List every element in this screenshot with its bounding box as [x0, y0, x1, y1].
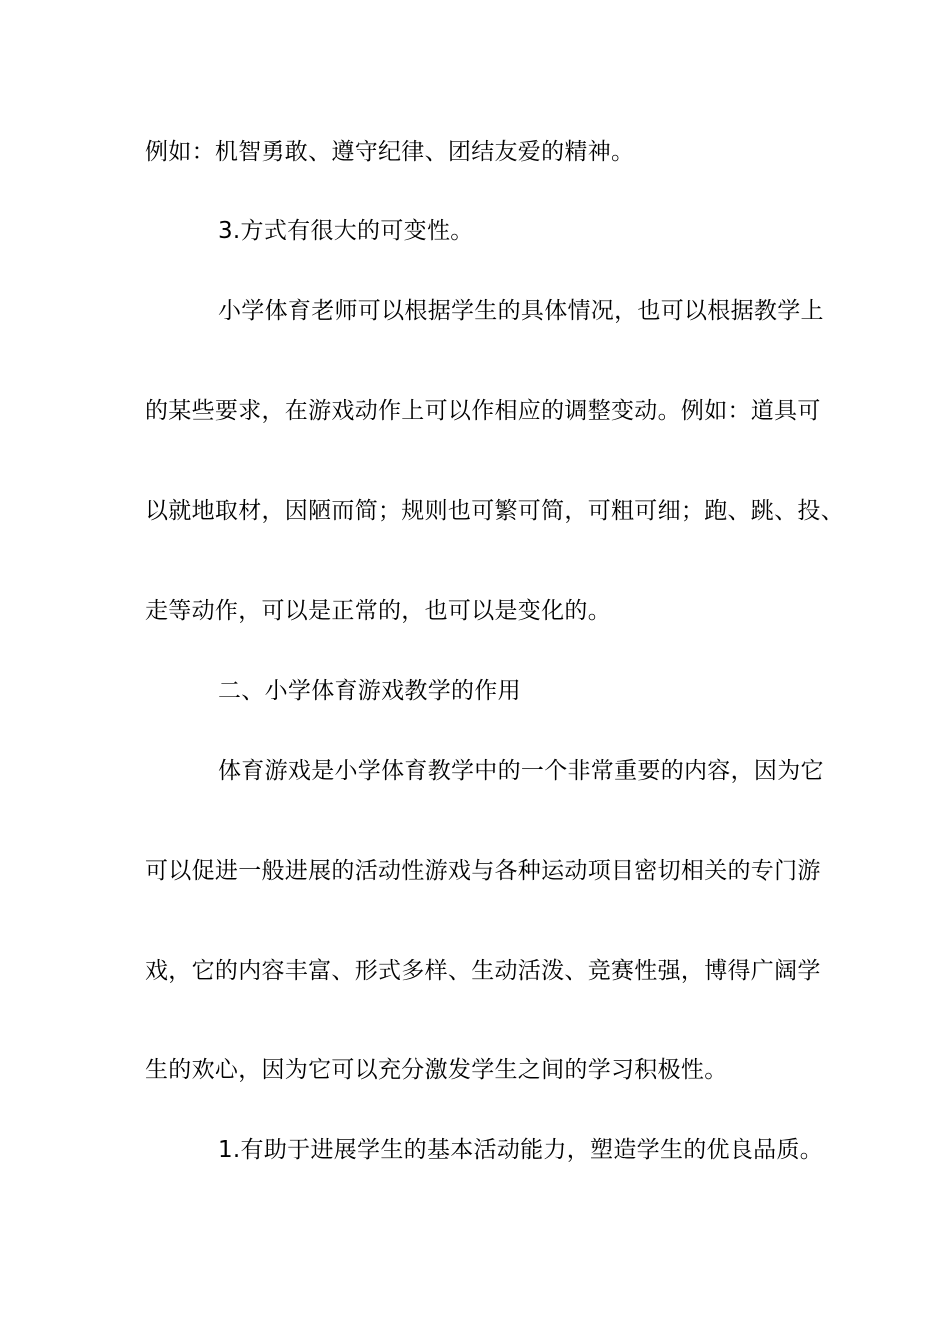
paragraph-line: 可以促进一般进展的活动性游戏与各种运动项目密切相关的专门游	[145, 858, 821, 884]
paragraph-line: 以就地取材，因陋而简；规则也可繁可简，可粗可细；跑、跳、投、	[145, 498, 844, 524]
paragraph-line: 体育游戏是小学体育教学中的一个非常重要的内容，因为它	[218, 758, 824, 784]
list-item-heading: 1.有助于进展学生的基本活动能力，塑造学生的优良品质。	[218, 1137, 824, 1163]
list-item-heading: 3.方式有很大的可变性。	[218, 218, 474, 244]
paragraph-line: 小学体育老师可以根据学生的具体情况，也可以根据教学上	[218, 298, 824, 324]
paragraph-line: 走等动作，可以是正常的，也可以是变化的。	[145, 598, 611, 624]
paragraph-line: 生的欢心，因为它可以充分激发学生之间的学习积极性。	[145, 1057, 728, 1083]
paragraph-line: 例如：机智勇敢、遵守纪律、团结友爱的精神。	[145, 139, 635, 165]
section-heading: 二、小学体育游戏教学的作用	[218, 678, 521, 704]
paragraph-line: 戏，它的内容丰富、形式多样、生动活泼、竞赛性强，博得广阔学	[145, 958, 821, 984]
paragraph-line: 的某些要求，在游戏动作上可以作相应的调整变动。例如：道具可	[145, 398, 821, 424]
